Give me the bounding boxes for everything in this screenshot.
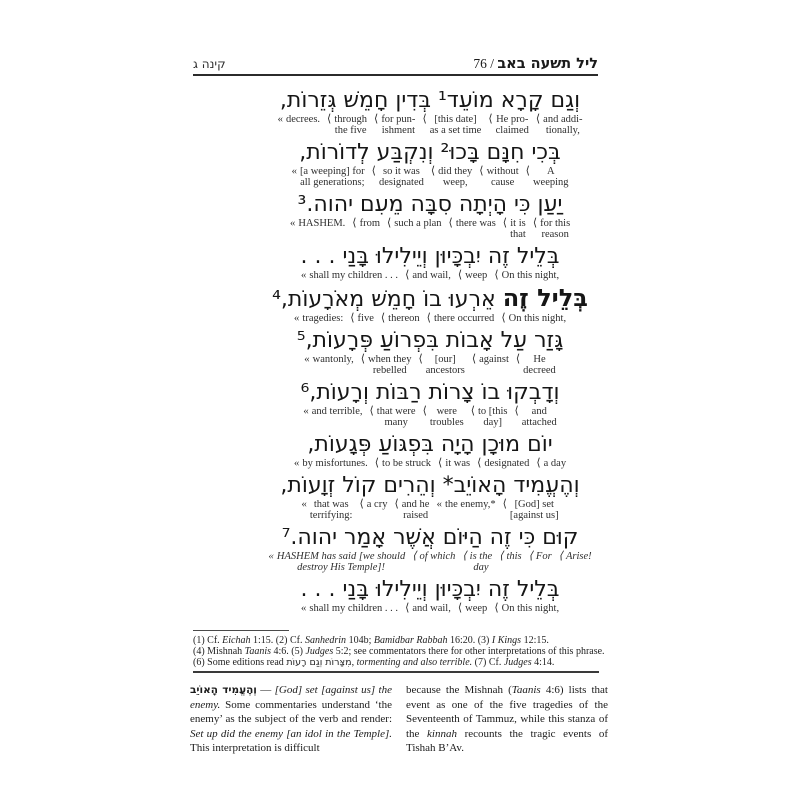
translation-phrase-line: rebelled [372, 365, 407, 376]
continuation-marker-icon: ⟨ [418, 353, 423, 365]
continuation-marker-icon: « [268, 550, 274, 562]
translation-segment [503, 218, 526, 240]
continuation-marker-icon: ⟨ [327, 113, 332, 125]
translation-phrase [420, 551, 456, 562]
translation-segment [536, 114, 583, 136]
translation-segment [438, 458, 470, 469]
translation-phrase [313, 354, 354, 365]
translation-phrase-line: the enemy,* [444, 499, 496, 510]
translation-phrase-line: and terrible, [311, 406, 363, 417]
translation-phrase [367, 499, 388, 510]
translation-phrase-line: ishment [381, 125, 415, 136]
continuation-marker-icon: ⟨ [479, 165, 484, 177]
translation-phrase [509, 313, 566, 324]
translation-segment [503, 499, 559, 521]
translation-phrase-line: for pun- [381, 114, 416, 125]
translation-phrase-line: and wail, [412, 270, 451, 281]
translation-segment [494, 603, 559, 614]
continuation-marker-icon: ⟨ [438, 457, 443, 469]
verse-line [170, 577, 690, 614]
translation-phrase-line: there was [455, 218, 496, 229]
continuation-marker-icon: « [289, 217, 296, 229]
translation-phrase-line: weep, [442, 177, 468, 188]
continuation-marker-icon: ⟨ [494, 269, 499, 281]
translation-segment [352, 218, 380, 229]
interlinear-translation [170, 551, 690, 573]
translation-segment [514, 406, 556, 428]
translation-phrase [502, 270, 559, 281]
translation-segment [458, 270, 487, 281]
translation-phrase [510, 499, 559, 521]
translation-phrase [487, 166, 519, 188]
translation-phrase [566, 551, 592, 562]
translation-phrase [484, 458, 529, 469]
translation-segment [536, 458, 566, 469]
continuation-marker-icon: ⟨ [422, 405, 427, 417]
continuation-marker-icon: ⟨ [374, 113, 379, 125]
translation-segment [458, 603, 487, 614]
translation-phrase-line: day [473, 562, 489, 573]
translation-segment [304, 354, 354, 365]
translation-phrase [540, 218, 570, 240]
hebrew-verse: וְדָבְקוּ בוֹ צָרוֹת רַבּוֹת וְרָעוֹת,⁶ [300, 380, 560, 405]
continuation-marker-icon: ⟨ [558, 550, 563, 562]
page-header [193, 56, 598, 72]
translation-phrase-line: weep [465, 270, 488, 281]
continuation-marker-icon: ⟨ [430, 165, 436, 177]
translation-phrase-line: weeping [532, 177, 569, 188]
verse-line [170, 328, 690, 376]
translation-segment [361, 354, 412, 376]
page-number: 76 [473, 56, 487, 71]
translation-segment [423, 406, 464, 428]
continuation-marker-icon: ⟨ [515, 353, 521, 365]
interlinear-translation [170, 270, 690, 281]
translation-segment [294, 458, 368, 469]
translation-phrase [430, 114, 482, 136]
hebrew-verse: קוּם כִּי זֶה הַיּוֹם אֲשֶׁר אָמַר יהוה.⁷ [281, 525, 579, 550]
continuation-marker-icon: ⟨ [488, 113, 493, 125]
translation-phrase-line: a day [543, 458, 567, 469]
hebrew-verse: בְּלֵיל זֶה יִבְכָּיוּן וְיֵילִילוּ בָּנַי . . . [300, 577, 560, 602]
translation-phrase-line: decreed [523, 365, 556, 376]
verses [170, 88, 690, 618]
commentary-divider-rule [193, 671, 599, 673]
translation-segment [405, 270, 451, 281]
interlinear-translation [170, 406, 690, 428]
translation-segment [381, 313, 420, 324]
translation-phrase [277, 551, 405, 573]
translation-phrase [456, 218, 496, 229]
translation-phrase [479, 354, 509, 365]
continuation-marker-icon: ⟨ [412, 550, 417, 562]
verse-line [170, 525, 690, 573]
translation-phrase-line: and addi- [543, 114, 583, 125]
translation-phrase-line: designated [484, 458, 530, 469]
continuation-marker-icon: ⟨ [470, 405, 475, 417]
translation-segment [372, 166, 424, 188]
translation-segment [529, 551, 552, 562]
translation-phrase-line: to be struck [382, 458, 432, 469]
translation-phrase-line: that [510, 229, 526, 240]
translation-phrase [465, 603, 487, 614]
hebrew-verse: יַעַן כִּי הָיְתָה סִבָּה מֵעִם יהוה.³ [297, 192, 563, 217]
translation-phrase [523, 354, 556, 376]
translation-phrase-line: [God] set [514, 499, 554, 510]
translation-phrase-line: He [533, 354, 546, 365]
translation-phrase [360, 218, 380, 229]
translation-phrase-line: were [436, 406, 457, 417]
translation-segment [369, 406, 415, 428]
translation-phrase [478, 406, 507, 428]
continuation-marker-icon: ⟨ [457, 269, 463, 281]
verse-line [170, 244, 690, 281]
verse-line [170, 140, 690, 188]
translation-segment [374, 114, 415, 136]
translation-phrase [309, 270, 398, 281]
translation-phrase [412, 603, 451, 614]
translation-phrase [438, 166, 472, 188]
continuation-marker-icon: ⟨ [514, 405, 519, 417]
translation-segment [471, 406, 508, 428]
continuation-marker-icon: ⟨ [494, 602, 499, 614]
interlinear-translation [170, 218, 690, 240]
continuation-marker-icon: ⟨ [426, 312, 431, 324]
translation-phrase [506, 551, 521, 562]
translation-segment [516, 354, 556, 376]
hebrew-verse: גָּזַר עַל אָבוֹת בִּפְרוֹעַ פְּרָעוֹת,⁵ [296, 328, 564, 353]
translation-phrase-line: all generations; [300, 177, 365, 188]
continuation-marker-icon: « [300, 269, 307, 281]
translation-phrase [302, 458, 367, 469]
interlinear-translation [170, 458, 690, 469]
continuation-marker-icon: ⟨ [380, 312, 386, 324]
translation-phrase-line: such a plan [394, 218, 442, 229]
translation-segment [303, 406, 362, 417]
title-hebrew: ליל תשעה באב [497, 56, 598, 72]
continuation-marker-icon: ⟨ [371, 165, 376, 177]
translation-phrase [502, 603, 559, 614]
translation-phrase-line: Arise! [565, 551, 592, 562]
translation-phrase-line: for this [540, 218, 571, 229]
translation-phrase-line: He pro- [496, 114, 529, 125]
translation-phrase-line: attached [521, 417, 557, 428]
translation-phrase-line: that were [376, 406, 416, 417]
translation-segment [294, 313, 343, 324]
translation-segment [301, 270, 398, 281]
translation-phrase-line: is the [469, 551, 493, 562]
commentary-left-column: וְהֶעֱמִיד הָאוֹיֵב — [God] set [against us] the enemy. Some commentaries understand ‘the enemy’ as the subject of the verb and render: Set up did the enemy [an idol in the Temple]. This interpretation is difficult [190, 684, 392, 754]
translation-phrase-line: decrees. [285, 114, 321, 125]
translation-phrase-line: On this night, [501, 270, 560, 281]
verse-line [170, 88, 690, 136]
translation-segment [427, 313, 495, 324]
commentary [190, 683, 608, 756]
continuation-marker-icon: ⟨ [374, 457, 380, 469]
translation-phrase [445, 499, 496, 510]
continuation-marker-icon: ⟨ [457, 602, 463, 614]
translation-phrase-line: it was [445, 458, 471, 469]
translation-phrase-line: cause [490, 177, 515, 188]
translation-phrase-line: HASHEM. [298, 218, 346, 229]
interlinear-translation [170, 603, 690, 614]
continuation-marker-icon: ⟨ [499, 550, 504, 562]
translation-phrase [394, 218, 441, 229]
continuation-marker-icon: ⟨ [532, 217, 538, 229]
translation-phrase-line: it is [510, 218, 526, 229]
translation-segment [449, 218, 496, 229]
translation-segment [350, 313, 374, 324]
continuation-marker-icon: ⟨ [350, 312, 355, 324]
translation-phrase-line: terrifying: [309, 510, 353, 521]
hebrew-verse: יוֹם מוּכָן הָיָה בִּפְגּוֹעַ פְּגָעוֹת, [307, 432, 553, 457]
translation-phrase-line: five [357, 313, 374, 324]
continuation-marker-icon: ⟨ [471, 353, 477, 365]
verse-line [170, 192, 690, 240]
translation-phrase-line: and he [401, 499, 430, 510]
translation-segment [327, 114, 367, 136]
translation-segment [501, 313, 566, 324]
continuation-marker-icon: ⟨ [352, 217, 357, 229]
translation-phrase-line: when they [368, 354, 412, 365]
translation-phrase-line: from [359, 218, 380, 229]
translation-phrase [445, 458, 470, 469]
translation-segment [405, 603, 451, 614]
continuation-marker-icon: ⟨ [477, 457, 482, 469]
translation-phrase [286, 114, 320, 125]
translation-phrase-line: tragedies: [302, 313, 344, 324]
translation-phrase-line: this [506, 551, 522, 562]
continuation-marker-icon: « [301, 498, 307, 510]
interlinear-translation [170, 166, 690, 188]
continuation-marker-icon: ⟨ [448, 217, 453, 229]
translation-phrase [533, 166, 569, 188]
translation-phrase-line: designated [378, 177, 424, 188]
translation-phrase-line: For [535, 551, 552, 562]
continuation-marker-icon: « [293, 457, 300, 469]
translation-phrase [358, 313, 374, 324]
translation-segment [412, 551, 455, 562]
title-separator: / [486, 56, 498, 71]
translation-phrase-line: tionally, [545, 125, 580, 136]
translation-phrase [412, 270, 451, 281]
hebrew-verse: בְּכִי חִנָּם בָּכוּ² וְנִקְבַּע לְדוֹרוֹת, [299, 140, 561, 165]
translation-phrase-line: that was [313, 499, 349, 510]
continuation-marker-icon: ⟨ [528, 550, 533, 562]
translation-phrase-line: [a weeping] for [299, 166, 365, 177]
translation-phrase-line: and wail, [412, 603, 451, 614]
translation-phrase-line: as a set time [429, 125, 482, 136]
translation-segment [494, 270, 559, 281]
commentary-right-column: because the Mishnah (Taanis 4:6) lists that event as one of the five tragedies of the Seventeenth of Tammuz, while this stanza of the kinnah recounts the tragic events of Tishah B’Av. [406, 684, 608, 754]
continuation-marker-icon: ⟨ [462, 550, 467, 562]
translation-phrase-line: ancestors [425, 365, 465, 376]
continuation-marker-icon: ⟨ [405, 269, 410, 281]
translation-segment [559, 551, 592, 562]
header-rule [193, 74, 598, 76]
translation-phrase [470, 551, 492, 573]
translation-phrase-line: shall my children . . . [309, 270, 399, 281]
translation-phrase [543, 114, 582, 136]
translation-phrase [426, 354, 465, 376]
translation-phrase-line: the five [334, 125, 367, 136]
translation-phrase [402, 499, 430, 521]
interlinear-translation [170, 313, 690, 324]
kinnah-label: קינה ג [193, 57, 226, 71]
translation-phrase-line: many [384, 417, 408, 428]
translation-phrase [522, 406, 557, 428]
translation-segment [477, 458, 529, 469]
translation-phrase-line: there occurred [433, 313, 495, 324]
translation-phrase [382, 458, 431, 469]
translation-phrase-line: and [531, 406, 547, 417]
continuation-marker-icon: « [436, 498, 442, 510]
translation-phrase-line: A [546, 166, 555, 177]
hebrew-verse: בְּלֵיל זֶה אֵרְעוּ בוֹ חָמֵשׁ מְאֹרָעוֹת,⁴ [272, 284, 588, 312]
translation-phrase-line: shall my children . . . [309, 603, 399, 614]
translation-phrase-line: a cry [366, 499, 388, 510]
translation-phrase-line: by misfortunes. [302, 458, 368, 469]
translation-phrase-line: destroy His Temple]! [297, 562, 385, 573]
translation-segment [387, 218, 442, 229]
translation-phrase-line: thereon [388, 313, 420, 324]
continuation-marker-icon: « [304, 353, 310, 365]
translation-phrase [379, 166, 424, 188]
footnote-separator [193, 630, 289, 631]
translation-segment [479, 166, 518, 188]
translation-segment [268, 551, 405, 573]
continuation-marker-icon: ⟨ [422, 113, 427, 125]
translation-phrase [310, 499, 353, 521]
translation-phrase [312, 406, 363, 417]
translation-segment [526, 166, 569, 188]
continuation-marker-icon: « [291, 165, 297, 177]
translation-segment [418, 354, 464, 376]
footnote-line: (1) Cf. Eichah 1:15. (2) Cf. Sanhedrin 104b; Bamidbar Rabbah 16:20. (3) I Kings 12:15. [193, 635, 549, 646]
translation-phrase [434, 313, 494, 324]
continuation-marker-icon: ⟨ [501, 312, 506, 324]
translation-segment [277, 114, 320, 125]
continuation-marker-icon: ⟨ [394, 498, 399, 510]
translation-phrase [300, 166, 365, 188]
continuation-marker-icon: ⟨ [525, 165, 530, 177]
translation-phrase-line: of which [419, 551, 456, 562]
verse-line [170, 432, 690, 469]
translation-segment [290, 218, 345, 229]
translation-phrase-line: On this night, [501, 603, 560, 614]
footnote-line: (6) Some editions read מִצָּרוֹת וְגַם רָעוֹת, tormenting and also terrible. (7) Cf. Judges 4:14. [193, 657, 555, 668]
continuation-marker-icon: ⟨ [536, 457, 541, 469]
translation-segment [462, 551, 492, 573]
translation-segment [301, 499, 352, 521]
translation-segment [436, 499, 495, 510]
hebrew-verse: וְגַם קָרָא מוֹעֵד¹ בְּדִין חָמֵשׁ גְּזֵרוֹת, [279, 88, 581, 113]
hebrew-verse: וְהֶעֱמִיד הָאוֹיֵב* וְהֵרִים קוֹל זְוָעוֹת, [280, 473, 580, 498]
translation-segment [499, 551, 521, 562]
translation-phrase [544, 458, 566, 469]
translation-phrase [368, 354, 411, 376]
interlinear-translation [170, 499, 690, 521]
continuation-marker-icon: ⟨ [502, 217, 508, 229]
translation-phrase-line: without [486, 166, 519, 177]
translation-phrase-line: claimed [495, 125, 529, 136]
continuation-marker-icon: « [293, 312, 300, 324]
continuation-marker-icon: « [277, 113, 283, 125]
translation-segment [422, 114, 481, 136]
translation-phrase [381, 114, 415, 136]
translation-phrase [465, 270, 487, 281]
verse-line [170, 473, 690, 521]
translation-phrase-line: to [this [477, 406, 508, 417]
translation-phrase [309, 603, 398, 614]
translation-phrase-line: reason [541, 229, 569, 240]
translation-segment [359, 499, 387, 510]
translation-phrase [334, 114, 367, 136]
continuation-marker-icon: « [300, 602, 307, 614]
verse-line [170, 380, 690, 428]
translation-phrase-line: wantonly, [312, 354, 354, 365]
translation-phrase-line: against [479, 354, 509, 365]
translation-phrase-line: so it was [383, 166, 420, 177]
continuation-marker-icon: ⟨ [369, 405, 374, 417]
continuation-marker-icon: ⟨ [405, 602, 410, 614]
translation-segment [472, 354, 509, 365]
translation-phrase-line: through [334, 114, 368, 125]
translation-phrase [496, 114, 529, 136]
translation-phrase-line: did they [438, 166, 473, 177]
continuation-marker-icon: « [303, 405, 309, 417]
continuation-marker-icon: ⟨ [502, 498, 507, 510]
interlinear-translation [170, 114, 690, 136]
continuation-marker-icon: ⟨ [360, 353, 365, 365]
translation-segment [375, 458, 431, 469]
translation-segment [431, 166, 472, 188]
interlinear-translation [170, 354, 690, 376]
translation-phrase [536, 551, 552, 562]
translation-phrase-line: raised [403, 510, 429, 521]
translation-segment [301, 603, 398, 614]
continuation-marker-icon: ⟨ [359, 498, 364, 510]
translation-phrase [430, 406, 464, 428]
translation-phrase-line: weep [465, 603, 488, 614]
translation-phrase-line: HASHEM has said [we should [276, 551, 406, 562]
translation-phrase-line: troubles [429, 417, 464, 428]
translation-phrase-line: [against us] [509, 510, 559, 521]
translation-phrase-line: day] [483, 417, 503, 428]
translation-phrase-line: [this date] [434, 114, 477, 125]
page-title [473, 56, 598, 72]
footnote-line: (4) Mishnah Taanis 4:6. (5) Judges 5:2; see commentators there for other interpretations of this phrase. [193, 646, 605, 657]
continuation-marker-icon: ⟨ [535, 113, 541, 125]
translation-segment [394, 499, 429, 521]
translation-segment [533, 218, 570, 240]
translation-phrase [298, 218, 345, 229]
footnotes [193, 635, 607, 668]
translation-phrase [377, 406, 416, 428]
translation-segment [488, 114, 529, 136]
hebrew-verse-bold-opening: בְּלֵיל זֶה [502, 284, 588, 312]
translation-phrase [510, 218, 526, 240]
verse-line [170, 285, 690, 324]
continuation-marker-icon: ⟨ [387, 217, 392, 229]
translation-segment [291, 166, 364, 188]
translation-phrase [388, 313, 420, 324]
hebrew-verse: בְּלֵיל זֶה יִבְכָּיוּן וְיֵילִילוּ בָּנַי . . . [300, 244, 560, 269]
translation-phrase [302, 313, 343, 324]
translation-phrase-line: On this night, [508, 313, 567, 324]
translation-phrase-line: [our] [434, 354, 456, 365]
